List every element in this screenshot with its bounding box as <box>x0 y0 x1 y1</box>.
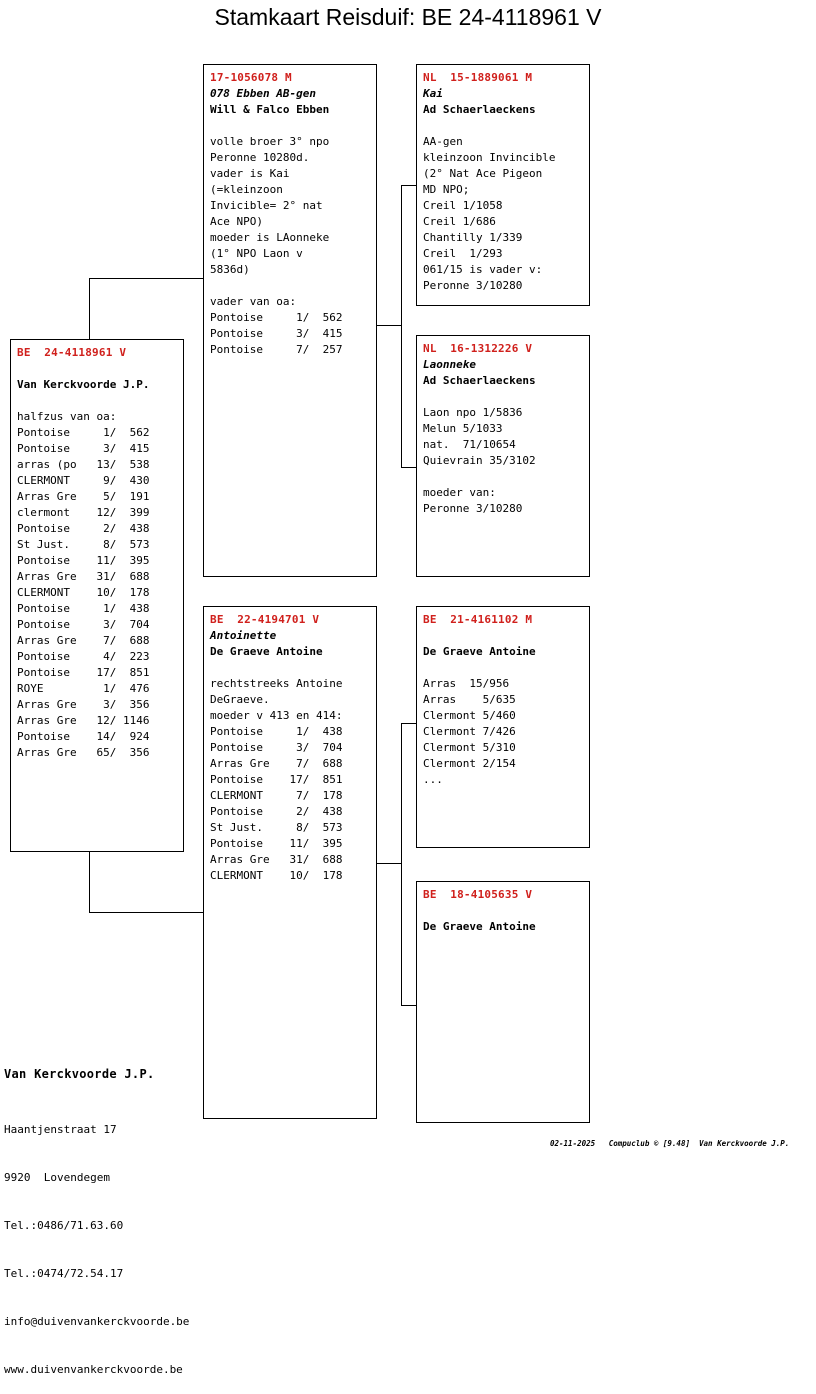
result-line: (=kleinzoon <box>210 183 283 196</box>
result-line: Creil 1/1058 <box>423 199 503 212</box>
result-line: halfzus van oa: <box>17 410 117 423</box>
spacer <box>423 660 583 676</box>
result-line: St Just. 8/ 573 <box>210 821 343 834</box>
result-line: Pontoise 1/ 438 <box>210 725 343 738</box>
owner-street: Haantjenstraat 17 <box>4 1123 117 1136</box>
pigeon-card-father-mother <box>416 335 590 577</box>
result-line: AA-gen <box>423 135 463 148</box>
result-line: Clermont 2/154 <box>423 757 516 770</box>
breeder-name: De Graeve Antoine <box>423 645 536 658</box>
result-line: Pontoise 1/ 438 <box>17 602 150 615</box>
result-line: Pontoise 7/ 257 <box>210 343 343 356</box>
result-line: Pontoise 1/ 562 <box>17 426 150 439</box>
result-line: Peronne 3/10280 <box>423 279 523 292</box>
print-stamp: 02-11-2025 Compuclub © [9.48] Van Kerckvoorde J.P. <box>550 1139 790 1148</box>
result-line: CLERMONT 10/ 178 <box>17 586 150 599</box>
result-line: DeGraeve. <box>210 693 270 706</box>
pigeon-name: Kai <box>423 87 443 100</box>
owner-phone-1: Tel.:0486/71.63.60 <box>4 1219 124 1232</box>
result-line: Creil 1/686 <box>423 215 496 228</box>
result-line: rechtstreeks Antoine <box>210 677 343 690</box>
connector-line <box>89 278 204 279</box>
result-line: Arras 15/956 <box>423 677 510 690</box>
result-line: Peronne 3/10280 <box>423 502 523 515</box>
spacer <box>423 389 583 405</box>
result-line: Pontoise 17/ 851 <box>210 773 343 786</box>
result-line <box>210 278 370 294</box>
spacer <box>423 118 583 134</box>
pigeon-card-mother-mother <box>416 881 590 1123</box>
ring-number: BE 22-4194701 V <box>210 613 320 626</box>
breeder-name: De Graeve Antoine <box>210 645 323 658</box>
result-line: arras (po 13/ 538 <box>17 458 150 471</box>
spacer <box>17 361 177 377</box>
result-line: Arras Gre 65/ 356 <box>17 746 150 759</box>
owner-contact <box>4 1034 189 1394</box>
ring-number: BE 18-4105635 V <box>423 888 533 901</box>
result-line: Pontoise 17/ 851 <box>17 666 150 679</box>
result-line: Pontoise 3/ 704 <box>17 618 150 631</box>
result-line: vader is Kai <box>210 167 290 180</box>
ring-number: NL 15-1889061 M <box>423 71 533 84</box>
connector-line <box>89 278 90 339</box>
spacer <box>423 935 583 951</box>
result-line: 5836d) <box>210 263 250 276</box>
result-line: nat. 71/10654 <box>423 438 516 451</box>
breeder-name: Will & Falco Ebben <box>210 103 330 116</box>
result-line: Pontoise 3/ 415 <box>17 442 150 455</box>
spacer <box>17 393 177 409</box>
breeder-name: Van Kerckvoorde J.P. <box>17 378 150 391</box>
pigeon-card-mother-father <box>416 606 590 848</box>
result-line: Arras Gre 31/ 688 <box>210 853 343 866</box>
ring-number: NL 16-1312226 V <box>423 342 533 355</box>
result-line: Arras 5/635 <box>423 693 516 706</box>
connector-line <box>376 863 401 864</box>
result-line: MD NPO; <box>423 183 470 196</box>
pigeon-card-father-father <box>416 64 590 306</box>
spacer <box>210 118 370 134</box>
connector-line <box>401 185 417 186</box>
pigeon-name: Antoinette <box>210 629 277 642</box>
result-line: Arras Gre 12/ 1146 <box>17 714 150 727</box>
spacer <box>210 660 370 676</box>
result-line: Creil 1/293 <box>423 247 503 260</box>
result-line: vader van oa: <box>210 295 297 308</box>
result-line: CLERMONT 7/ 178 <box>210 789 343 802</box>
result-line: Pontoise 14/ 924 <box>17 730 150 743</box>
connector-line <box>401 723 417 724</box>
spacer <box>423 628 583 644</box>
result-line: Clermont 5/310 <box>423 741 516 754</box>
owner-name: Van Kerckvoorde J.P. <box>4 1067 155 1081</box>
result-line: kleinzoon Invincible <box>423 151 556 164</box>
result-line: Laon npo 1/5836 <box>423 406 523 419</box>
result-line: Pontoise 1/ 562 <box>210 311 343 324</box>
result-line: moeder van: <box>423 486 496 499</box>
result-line: Chantilly 1/339 <box>423 231 523 244</box>
pigeon-card-subject <box>10 339 184 852</box>
result-line: Melun 5/1033 <box>423 422 503 435</box>
result-line: Arras Gre 7/ 688 <box>17 634 150 647</box>
result-line: Pontoise 2/ 438 <box>17 522 150 535</box>
breeder-name: De Graeve Antoine <box>423 920 536 933</box>
pigeon-card-mother <box>203 606 377 1119</box>
result-line: moeder v 413 en 414: <box>210 709 343 722</box>
connector-line <box>401 185 402 468</box>
connector-line <box>376 325 401 326</box>
result-line: Arras Gre 3/ 356 <box>17 698 150 711</box>
result-line: volle broer 3° npo <box>210 135 330 148</box>
result-line: CLERMONT 10/ 178 <box>210 869 343 882</box>
result-line: Pontoise 11/ 395 <box>17 554 150 567</box>
result-line: Pontoise 11/ 395 <box>210 837 343 850</box>
ring-number: 17-1056078 M <box>210 71 292 84</box>
result-line: CLERMONT 9/ 430 <box>17 474 150 487</box>
result-line: Clermont 7/426 <box>423 725 516 738</box>
result-line: clermont 12/ 399 <box>17 506 150 519</box>
result-line: moeder is LAonneke <box>210 231 330 244</box>
result-line: Pontoise 2/ 438 <box>210 805 343 818</box>
result-line: Arras Gre 5/ 191 <box>17 490 150 503</box>
ring-number: BE 24-4118961 V <box>17 346 127 359</box>
result-line: Quievrain 35/3102 <box>423 454 536 467</box>
ring-number: BE 21-4161102 M <box>423 613 533 626</box>
result-line: Pontoise 4/ 223 <box>17 650 150 663</box>
result-line: Pontoise 3/ 704 <box>210 741 343 754</box>
owner-city: 9920 Lovendegem <box>4 1171 110 1184</box>
spacer <box>423 903 583 919</box>
pigeon-name: Laonneke <box>423 358 476 371</box>
connector-line <box>401 467 417 468</box>
result-line: (2° Nat Ace Pigeon <box>423 167 543 180</box>
result-line: Arras Gre 31/ 688 <box>17 570 150 583</box>
result-line: Clermont 5/460 <box>423 709 516 722</box>
owner-email: info@duivenvankerckvoorde.be <box>4 1315 190 1328</box>
connector-line <box>89 912 204 913</box>
result-line: 061/15 is vader v: <box>423 263 543 276</box>
connector-line <box>89 851 90 912</box>
owner-phone-2: Tel.:0474/72.54.17 <box>4 1267 124 1280</box>
result-line: Peronne 10280d. <box>210 151 310 164</box>
pigeon-name: 078 Ebben AB-gen <box>210 87 316 100</box>
result-line: Pontoise 3/ 415 <box>210 327 343 340</box>
result-line: Arras Gre 7/ 688 <box>210 757 343 770</box>
owner-website: www.duivenvankerckvoorde.be <box>4 1363 183 1376</box>
result-line: (1° NPO Laon v <box>210 247 303 260</box>
result-line <box>423 469 583 485</box>
breeder-name: Ad Schaerlaeckens <box>423 374 536 387</box>
result-line: ROYE 1/ 476 <box>17 682 150 695</box>
result-line: St Just. 8/ 573 <box>17 538 150 551</box>
connector-line <box>401 723 402 1006</box>
page-title: Stamkaart Reisduif: BE 24-4118961 V <box>214 4 602 30</box>
result-line: Ace NPO) <box>210 215 263 228</box>
breeder-name: Ad Schaerlaeckens <box>423 103 536 116</box>
pigeon-card-father <box>203 64 377 577</box>
connector-line <box>401 1005 417 1006</box>
result-line: ... <box>423 773 443 786</box>
result-line: Invicible= 2° nat <box>210 199 323 212</box>
